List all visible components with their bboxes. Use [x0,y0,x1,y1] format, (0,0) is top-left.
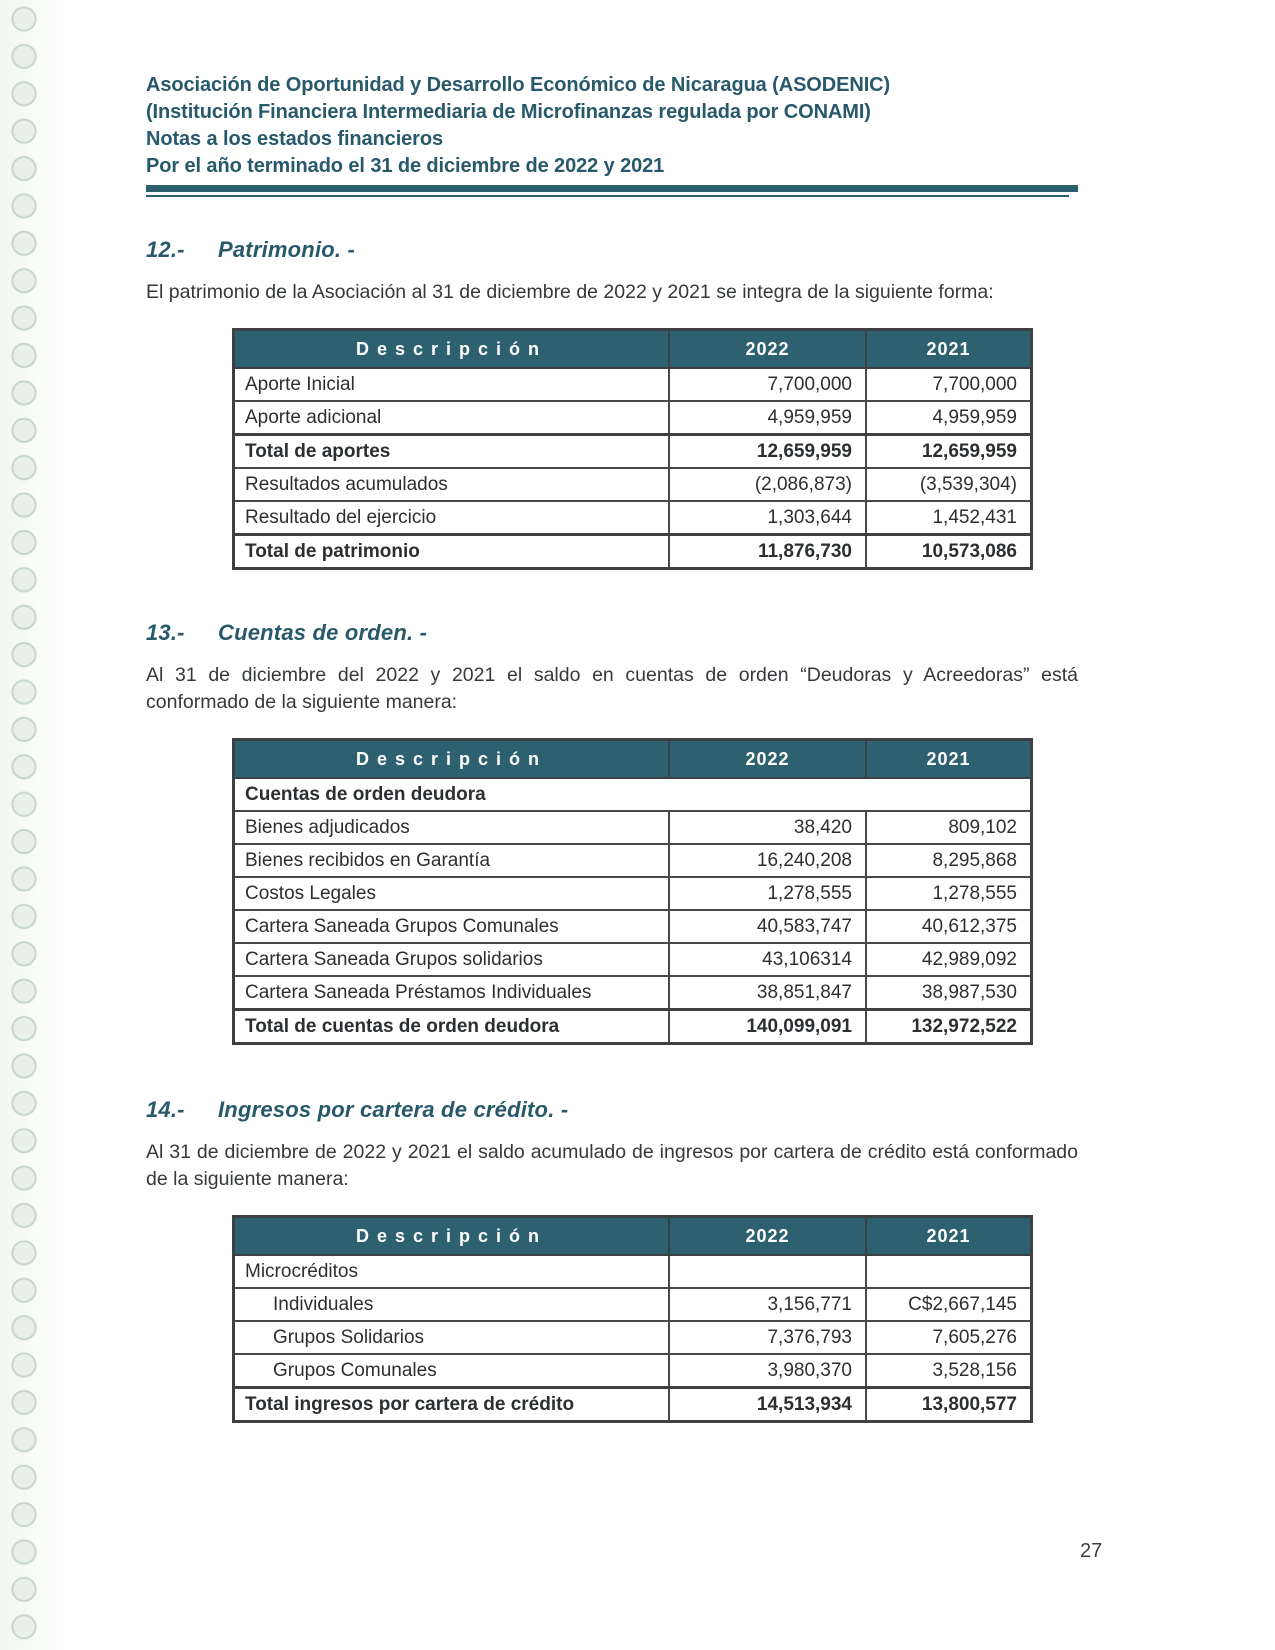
section-heading [146,620,1078,646]
row-label: Bienes recibidos en Garantía [234,844,670,877]
table-row [234,778,1032,811]
col-header-year: 2022 [669,740,866,779]
row-label: Cartera Saneada Grupos solidarios [234,943,670,976]
col-header-year: 2021 [866,1217,1032,1256]
section-number: 13.- [146,620,185,645]
value-2022: 40,583,747 [669,910,866,943]
col-header-year: 2021 [866,740,1032,779]
value-2021: 38,987,530 [866,976,1032,1010]
value-2021: C$2,667,145 [866,1288,1032,1321]
value-2021: 4,959,959 [866,401,1032,435]
table-row [234,1288,1032,1321]
value-2021: 42,989,092 [866,943,1032,976]
value-2022: (2,086,873) [669,468,866,501]
document-header [146,72,1078,180]
row-label: Microcréditos [234,1255,670,1288]
value-2021: 10,573,086 [866,535,1032,569]
table-row [234,844,1032,877]
section-intro: Al 31 de diciembre del 2022 y 2021 el saldo en cuentas de orden “Deudoras y Acreedoras” está conformado de la siguiente manera: [146,664,1078,713]
value-2022: 12,659,959 [669,435,866,469]
col-header-year: 2022 [669,330,866,369]
table-row [234,1388,1032,1422]
row-label: Resultados acumulados [234,468,670,501]
row-label: Resultado del ejercicio [234,501,670,535]
value-2021: 1,278,555 [866,877,1032,910]
value-2021: 3,528,156 [866,1354,1032,1388]
value-2021: 13,800,577 [866,1388,1032,1422]
table-row [234,877,1032,910]
col-header-descripcion: Descripción [234,1217,670,1256]
value-2022: 7,700,000 [669,368,866,401]
row-label: Aporte adicional [234,401,670,435]
header-rule-thin [146,195,1069,197]
section-number: 12.- [146,237,185,262]
value-2021: 12,659,959 [866,435,1032,469]
table-row [234,401,1032,435]
row-label: Grupos Comunales [234,1354,670,1388]
value-2022: 16,240,208 [669,844,866,877]
table-row [234,468,1032,501]
col-header-year: 2021 [866,330,1032,369]
page-number: 27 [1080,1540,1103,1562]
row-label: Cartera Saneada Préstamos Individuales [234,976,670,1010]
row-label: Grupos Solidarios [234,1321,670,1354]
section-ingresos-cartera [146,1097,1078,1423]
col-header-descripcion: Descripción [234,330,670,369]
table-row [234,910,1032,943]
header-rule-thick [146,185,1078,192]
value-2021: 7,700,000 [866,368,1032,401]
col-header-descripcion: Descripción [234,740,670,779]
section-title: Patrimonio. - [218,237,356,262]
col-header-year: 2022 [669,1217,866,1256]
section-patrimonio [146,237,1078,570]
value-2021: 8,295,868 [866,844,1032,877]
value-2021: (3,539,304) [866,468,1032,501]
table-row [234,535,1032,569]
cuentas-de-orden-table [232,738,1033,1045]
value-2021: 40,612,375 [866,910,1032,943]
value-2021: 809,102 [866,811,1032,844]
value-2021 [866,1255,1032,1288]
value-2022: 1,303,644 [669,501,866,535]
header-line-institution: (Institución Financiera Intermediaria de Microfinanzas regulada por CONAMI) [146,101,871,123]
value-2021: 7,605,276 [866,1321,1032,1354]
table-row [234,1321,1032,1354]
table-row [234,943,1032,976]
table-row [234,368,1032,401]
table-row [234,1354,1032,1388]
table-row [234,976,1032,1010]
table-row [234,501,1032,535]
value-2021: 132,972,522 [866,1010,1032,1044]
value-2022: 7,376,793 [669,1321,866,1354]
section-intro: Al 31 de diciembre de 2022 y 2021 el saldo acumulado de ingresos por cartera de crédito está conformado de la siguiente manera: [146,1141,1078,1190]
value-2022: 3,156,771 [669,1288,866,1321]
section-heading [146,237,1078,263]
value-2022: 43,106314 [669,943,866,976]
patrimonio-table [232,328,1033,570]
row-label: Total de aportes [234,435,670,469]
ingresos-cartera-table [232,1215,1033,1423]
section-cuentas-de-orden [146,620,1078,1045]
value-2022 [669,1255,866,1288]
value-2022: 4,959,959 [669,401,866,435]
row-label: Total de patrimonio [234,535,670,569]
table-row [234,1010,1032,1044]
table-header-row [234,330,1032,369]
value-2022: 3,980,370 [669,1354,866,1388]
table-header-row [234,1217,1032,1256]
section-heading [146,1097,1078,1123]
row-label: Bienes adjudicados [234,811,670,844]
spiral-binding-holes [0,0,70,1650]
value-2022: 11,876,730 [669,535,866,569]
value-2021: 1,452,431 [866,501,1032,535]
value-2022: 140,099,091 [669,1010,866,1044]
value-2022: 14,513,934 [669,1388,866,1422]
page-content [146,72,1078,1423]
value-2022: 1,278,555 [669,877,866,910]
row-label: Aporte Inicial [234,368,670,401]
row-label: Cuentas de orden deudora [234,778,1032,811]
row-label: Costos Legales [234,877,670,910]
header-line-org: Asociación de Oportunidad y Desarrollo Económico de Nicaragua (ASODENIC) [146,74,891,96]
table-row [234,1255,1032,1288]
table-header-row [234,740,1032,779]
section-number: 14.- [146,1097,185,1122]
table-row [234,811,1032,844]
row-label: Total ingresos por cartera de crédito [234,1388,670,1422]
header-line-notes: Notas a los estados financieros [146,128,443,150]
section-intro: El patrimonio de la Asociación al 31 de diciembre de 2022 y 2021 se integra de la siguiente forma: [146,281,994,303]
row-label: Cartera Saneada Grupos Comunales [234,910,670,943]
value-2022: 38,420 [669,811,866,844]
table-row [234,435,1032,469]
row-label: Total de cuentas de orden deudora [234,1010,670,1044]
section-title: Ingresos por cartera de crédito. - [218,1097,569,1122]
row-label: Individuales [234,1288,670,1321]
header-line-period: Por el año terminado el 31 de diciembre de 2022 y 2021 [146,155,665,177]
section-title: Cuentas de orden. - [218,620,428,645]
value-2022: 38,851,847 [669,976,866,1010]
